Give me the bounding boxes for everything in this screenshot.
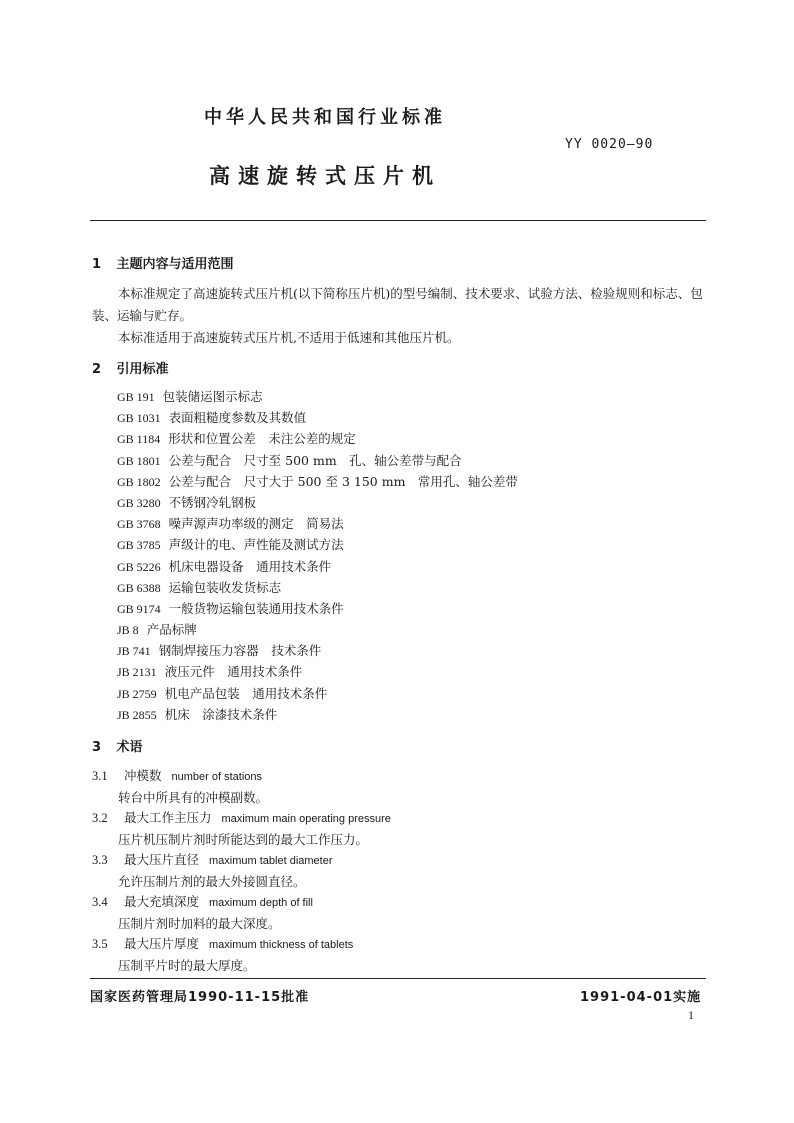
ref-code: GB 3785 (117, 538, 161, 553)
paragraph: 本标准适用于高速旋转式压片机,不适用于低速和其他压片机。 (118, 330, 460, 345)
term-number: 3.3 (92, 853, 108, 867)
section-title: 引用标准 (116, 362, 169, 377)
ref-title: 产品标牌 (146, 622, 197, 638)
term-en: maximum thickness of tablets (209, 939, 354, 951)
list-item (117, 513, 518, 534)
effective-date: 1991-04-01实施 (580, 990, 702, 1005)
page-title: 高速旋转式压片机 (209, 164, 441, 188)
term-entry (92, 808, 391, 826)
approval-line: 国家医药管理局1990-11-15批准 (90, 990, 310, 1005)
ref-code: GB 5226 (117, 559, 161, 574)
term-en: maximum main operating pressure (221, 813, 391, 825)
ref-code: GB 3280 (117, 495, 161, 510)
ref-title: 机床电器设备 通用技术条件 (168, 558, 332, 574)
ref-title: 液压元件 通用技术条件 (164, 664, 303, 680)
list-item (117, 450, 518, 471)
ref-title: 钢制焊接压力容器 技术条件 (158, 643, 322, 659)
list-item (117, 619, 518, 640)
list-item (117, 556, 518, 577)
ref-title: 运输包装收发货标志 (168, 579, 282, 595)
list-item (117, 386, 518, 407)
reference-list (117, 386, 518, 725)
section-number: 2 (92, 362, 102, 377)
term-en: maximum depth of fill (209, 897, 313, 909)
term-number: 3.1 (92, 769, 108, 783)
section-1-body (92, 283, 707, 349)
ref-title: 公差与配合 尺寸大于 500 至 3 150 mm 常用孔、轴公差带 (168, 473, 518, 489)
section-title: 主题内容与适用范围 (116, 257, 234, 272)
list-item (117, 704, 518, 725)
ref-title: 公差与配合 尺寸至 500 mm 孔、轴公差带与配合 (168, 452, 462, 468)
ref-title: 包装储运图示标志 (162, 389, 263, 404)
term-zh: 最大压片厚度 (124, 936, 200, 951)
term-number: 3.2 (92, 811, 108, 825)
ref-code: JB 2855 (117, 707, 157, 722)
list-item (117, 428, 518, 449)
ref-code: GB 1031 (117, 411, 161, 426)
ref-code: GB 1184 (117, 432, 161, 447)
list-item (117, 471, 518, 492)
section-1-heading (92, 253, 234, 272)
term-definition: 压制片剂时加料的最大深度。 (118, 916, 281, 931)
term-zh: 最大压片直径 (124, 852, 200, 867)
ref-code: JB 2759 (117, 686, 157, 701)
ref-title: 机床 涂漆技术条件 (164, 706, 278, 722)
section-2-heading (92, 358, 169, 377)
ref-code: GB 3768 (117, 517, 161, 532)
list-item (117, 598, 518, 619)
term-entry (92, 850, 333, 868)
list-item (117, 492, 518, 513)
term-number: 3.4 (92, 895, 108, 909)
ref-title: 不锈钢冷轧钢板 (168, 494, 257, 510)
ref-code: JB 2131 (117, 665, 157, 680)
term-definition: 压片机压制片剂时所能达到的最大工作压力。 (118, 832, 369, 847)
list-item (117, 407, 518, 428)
list-item (117, 661, 518, 682)
term-definition: 允许压制片剂的最大外接圆直径。 (118, 874, 306, 889)
term-entry (92, 766, 262, 784)
term-number: 3.5 (92, 937, 108, 951)
term-entry (92, 892, 313, 910)
ref-title: 形状和位置公差 未注公差的规定 (168, 431, 356, 447)
ref-code: GB 9174 (117, 601, 161, 616)
section-number: 1 (92, 257, 102, 272)
section-3-heading (92, 736, 143, 755)
list-item (117, 534, 518, 555)
ref-title: 机电产品包装 通用技术条件 (164, 685, 328, 701)
list-item (117, 640, 518, 661)
section-title: 术语 (116, 740, 143, 755)
list-item (117, 683, 518, 704)
ref-title: 表面粗糙度参数及其数值 (168, 410, 307, 426)
standard-category: 中华人民共和国行业标准 (204, 107, 446, 128)
footer-divider (90, 978, 706, 979)
term-en: maximum tablet diameter (209, 855, 333, 867)
header-divider (90, 220, 706, 221)
ref-title: 噪声源声功率级的测定 简易法 (168, 516, 344, 532)
ref-code: GB 1802 (117, 474, 161, 489)
ref-code: GB 6388 (117, 580, 161, 595)
ref-code: JB 8 (117, 623, 139, 638)
term-zh: 最大工作主压力 (124, 810, 212, 825)
paragraph: 本标准规定了高速旋转式压片机(以下简称压片机)的型号编制、技术要求、试验方法、检验规则和标志、包装、运输与贮存。 (92, 286, 703, 323)
term-en: number of stations (171, 771, 263, 783)
ref-title: 一般货物运输包装通用技术条件 (168, 600, 344, 616)
term-entry (92, 934, 353, 952)
ref-code: GB 1801 (117, 453, 161, 468)
section-number: 3 (92, 740, 102, 755)
standard-code: YY 0020—90 (565, 137, 654, 152)
term-definition: 转台中所具有的冲模副数。 (118, 790, 269, 805)
term-zh: 冲模数 (124, 768, 162, 783)
ref-title: 声级计的电、声性能及测试方法 (168, 537, 344, 553)
ref-code: JB 741 (117, 644, 151, 659)
page-number: 1 (688, 1008, 694, 1022)
list-item (117, 577, 518, 598)
term-zh: 最大充填深度 (124, 894, 200, 909)
ref-code: GB 191 (117, 390, 155, 404)
term-definition: 压制平片时的最大厚度。 (118, 958, 256, 973)
